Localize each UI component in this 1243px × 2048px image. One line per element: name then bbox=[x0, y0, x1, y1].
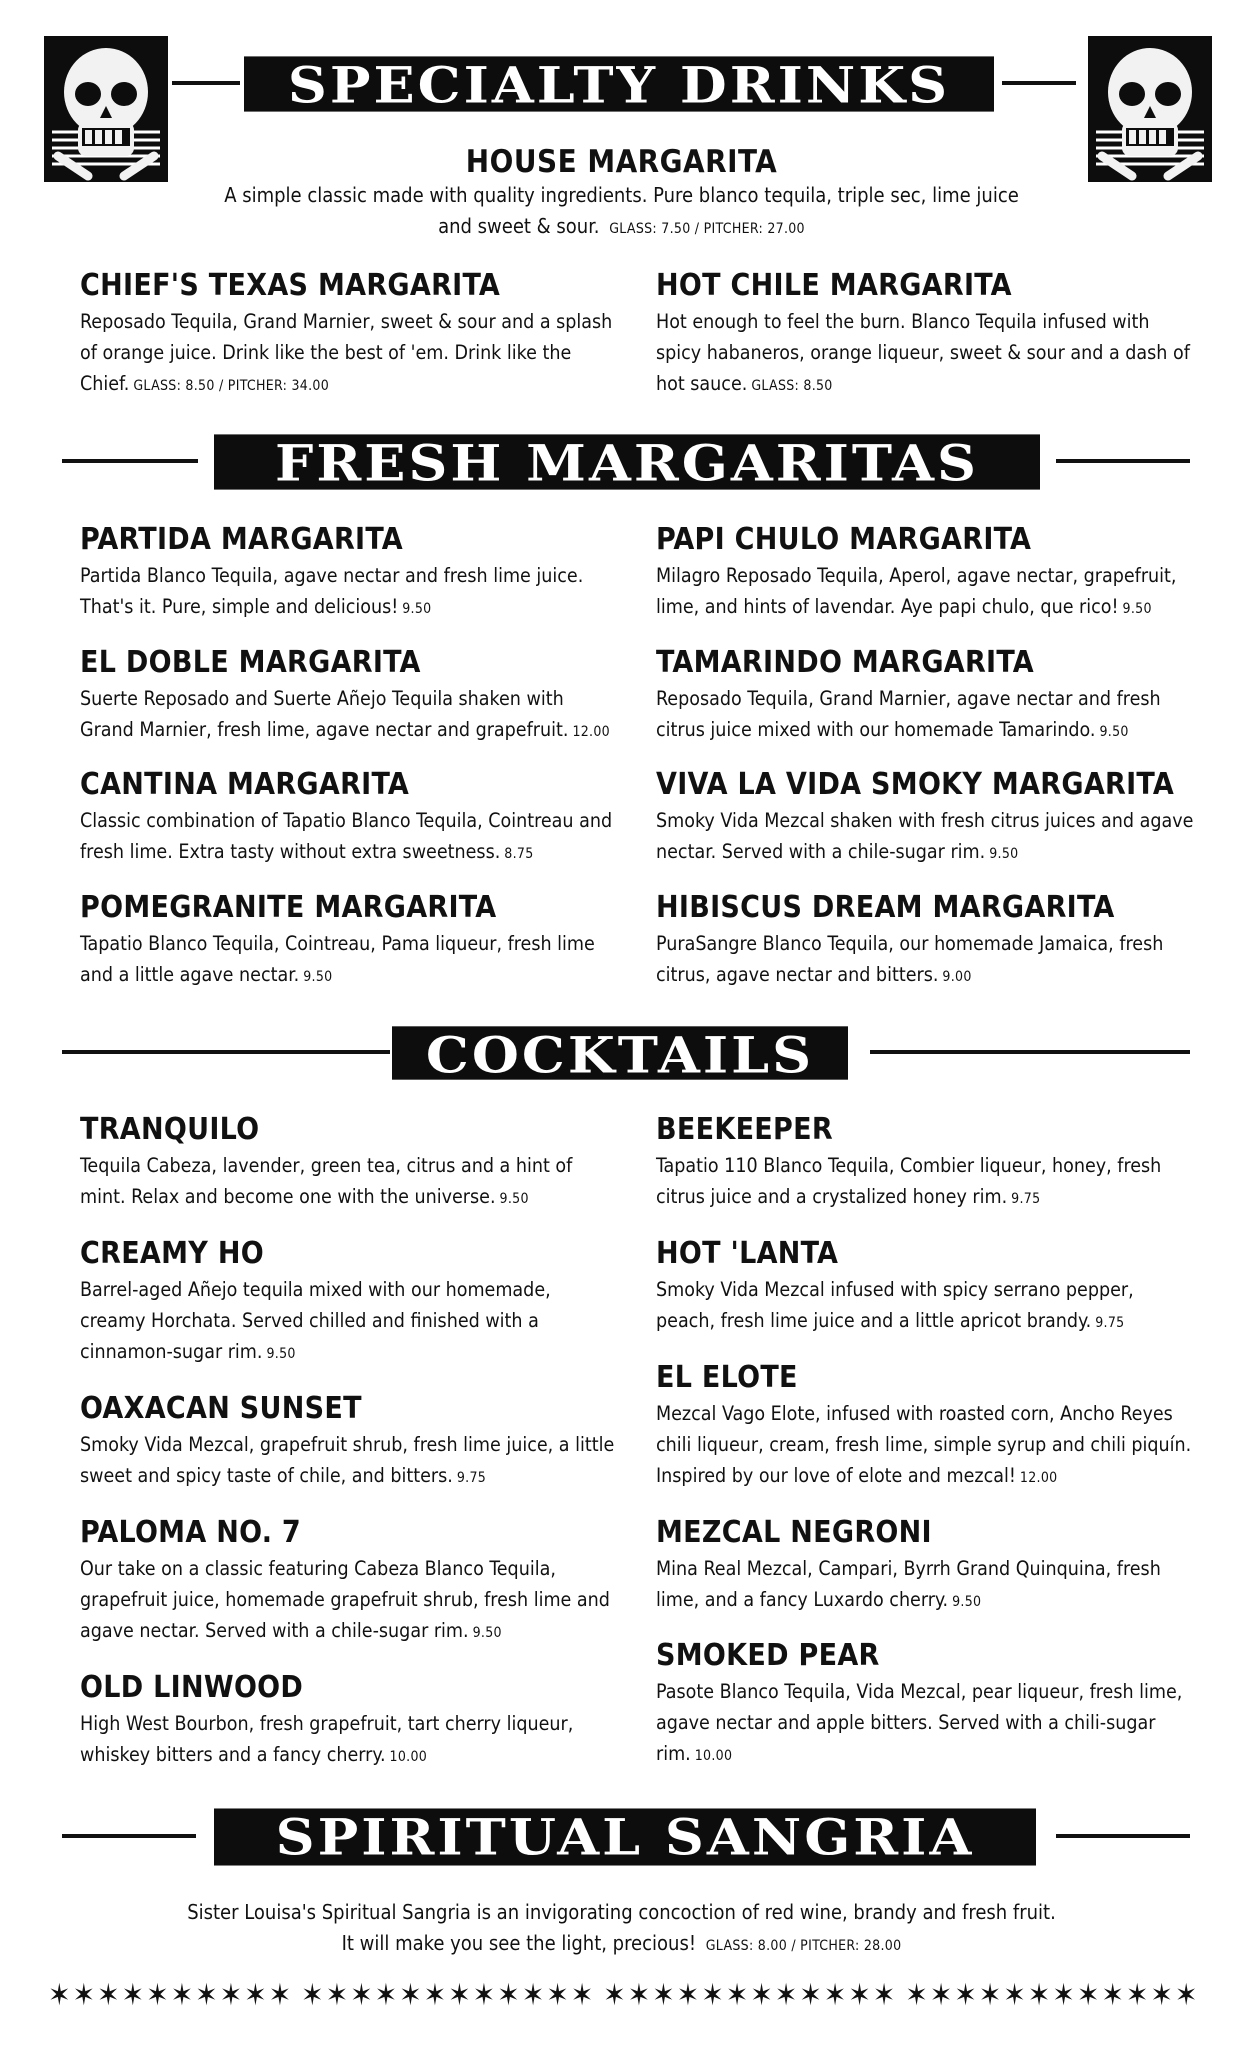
star-icon: ✶ bbox=[774, 1978, 798, 2013]
star-icon: ✶ bbox=[399, 1978, 422, 2013]
item-price: 9.50 bbox=[1122, 601, 1152, 617]
house-margarita-desc-2: and sweet & sour. bbox=[438, 214, 600, 238]
item-price: 9.50 bbox=[499, 1191, 529, 1207]
item-desc-text: Partida Blanco Tequila, agave nectar and fresh lime juice. That's it. Pure, simple and delicious! bbox=[80, 564, 584, 618]
divider-line bbox=[870, 1050, 1190, 1054]
star-icon: ✶ bbox=[1150, 1978, 1173, 2013]
item-price: 10.00 bbox=[389, 1749, 428, 1765]
star-icon: ✶ bbox=[472, 1978, 496, 2013]
menu-item bbox=[656, 268, 1196, 402]
star-icon: ✶ bbox=[521, 1978, 545, 2013]
star-icon: ✶ bbox=[448, 1978, 471, 2013]
item-title: BEEKEEPER bbox=[656, 1112, 833, 1147]
menu-item bbox=[656, 1638, 1196, 1772]
item-price: 10.00 bbox=[694, 1748, 733, 1764]
item-desc bbox=[656, 560, 1196, 625]
menu-item bbox=[656, 1360, 1196, 1494]
item-desc-text: Hot enough to feel the burn. Blanco Tequila infused with spicy habaneros, orange liqueur, sweet & sour and a dash of hot sauce. bbox=[656, 310, 1190, 395]
item-title: VIVA LA VIDA SMOKY MARGARITA bbox=[656, 767, 1175, 802]
item-title: OAXACAN SUNSET bbox=[80, 1391, 362, 1426]
menu-item bbox=[80, 1112, 620, 1215]
star-icon: ✶ bbox=[170, 1978, 194, 2013]
item-title: EL DOBLE MARGARITA bbox=[80, 645, 421, 680]
star-icon: ✶ bbox=[301, 1978, 324, 2013]
divider-line bbox=[62, 459, 198, 463]
star-icon: ✶ bbox=[1174, 1978, 1198, 2013]
item-desc-text: High West Bourbon, fresh grapefruit, tart cherry liqueur, whiskey bitters and a fancy cherry. bbox=[80, 1712, 574, 1766]
star-icon: ✶ bbox=[219, 1978, 243, 2013]
divider-line bbox=[1056, 459, 1190, 463]
star-icon: ✶ bbox=[325, 1978, 349, 2013]
item-desc bbox=[656, 1676, 1196, 1772]
item-title: HIBISCUS DREAM MARGARITA bbox=[656, 890, 1115, 925]
star-icon: ✶ bbox=[121, 1978, 145, 2013]
star-icon: ✶ bbox=[848, 1978, 871, 2013]
item-desc bbox=[656, 805, 1196, 870]
item-price: 9.00 bbox=[942, 969, 972, 985]
menu-item bbox=[80, 645, 620, 748]
star-icon: ✶ bbox=[823, 1978, 847, 2013]
item-desc-text: Tapatio 110 Blanco Tequila, Combier liqueur, honey, fresh citrus juice and a crystalized honey rim. bbox=[656, 1154, 1162, 1208]
item-price: 9.50 bbox=[402, 601, 432, 617]
item-desc-text: Pasote Blanco Tequila, Vida Mezcal, pear liqueur, fresh lime, agave nectar and apple bitters. Served with a chili-sugar rim. bbox=[656, 1680, 1183, 1765]
star-icon: ✶ bbox=[1003, 1978, 1026, 2013]
sangria-desc-2-row bbox=[0, 1928, 1243, 1962]
sangria-desc-2: It will make you see the light, precious! bbox=[341, 1931, 697, 1955]
item-desc-text: Our take on a classic featuring Cabeza Blanco Tequila, grapefruit juice, homemade grapefruit shrub, fresh lime and agave nectar. Served with a chile-sugar rim. bbox=[80, 1557, 610, 1642]
star-icon: ✶ bbox=[1027, 1978, 1051, 2013]
item-desc bbox=[656, 1553, 1196, 1618]
item-desc-text: Mezcal Vago Elote, infused with roasted corn, Ancho Reyes chili liqueur, cream, fresh lime, simple syrup and chili piquín. Inspired by our love of elote and mezcal! bbox=[656, 1402, 1192, 1487]
star-icon: ✶ bbox=[72, 1978, 96, 2013]
star-icon: ✶ bbox=[799, 1978, 822, 2013]
star-icon: ✶ bbox=[570, 1978, 594, 2013]
item-desc bbox=[80, 1553, 620, 1649]
star-icon: ✶ bbox=[750, 1978, 773, 2013]
item-price: 8.75 bbox=[504, 846, 534, 862]
star-icon: ✶ bbox=[48, 1978, 71, 2013]
item-desc bbox=[656, 1398, 1196, 1494]
item-desc-text: Smoky Vida Mezcal infused with spicy serrano pepper, peach, fresh lime juice and a little apricot brandy. bbox=[656, 1278, 1134, 1332]
item-title: CREAMY HO bbox=[80, 1236, 264, 1271]
divider-line bbox=[62, 1834, 196, 1838]
star-icon: ✶ bbox=[423, 1978, 447, 2013]
star-icon: ✶ bbox=[497, 1978, 520, 2013]
item-price: 12.00 bbox=[1019, 1470, 1058, 1486]
menu-item bbox=[656, 522, 1196, 625]
star-icon: ✶ bbox=[1076, 1978, 1100, 2013]
star-icon: ✶ bbox=[701, 1978, 724, 2013]
item-price: 9.75 bbox=[1011, 1191, 1041, 1207]
item-desc-text: Smoky Vida Mezcal shaken with fresh citrus juices and agave nectar. Served with a chile-sugar rim. bbox=[656, 809, 1194, 863]
item-desc bbox=[656, 928, 1196, 993]
menu-item bbox=[80, 767, 620, 870]
menu-item bbox=[656, 767, 1196, 870]
menu-item bbox=[80, 522, 620, 625]
house-margarita-price: GLASS: 7.50 / PITCHER: 27.00 bbox=[609, 221, 805, 237]
menu-item bbox=[656, 890, 1196, 993]
item-desc-text: Milagro Reposado Tequila, Aperol, agave nectar, grapefruit, lime, and hints of lavendar. Aye papi chulo, que rico! bbox=[656, 564, 1177, 618]
section-title-specialty: SPECIALTY DRINKS bbox=[244, 56, 994, 111]
star-icon: ✶ bbox=[146, 1978, 169, 2013]
item-price: 9.50 bbox=[952, 1594, 982, 1610]
star-spacer bbox=[897, 1978, 903, 2013]
menu-item bbox=[80, 1515, 620, 1649]
menu-item bbox=[656, 1112, 1196, 1215]
item-title: PALOMA NO. 7 bbox=[80, 1515, 302, 1550]
divider-line bbox=[172, 81, 240, 85]
item-title: CHIEF'S TEXAS MARGARITA bbox=[80, 268, 501, 303]
item-desc-text: Barrel-aged Añejo tequila mixed with our homemade, creamy Horchata. Served chilled and finished with a cinnamon-sugar rim. bbox=[80, 1278, 551, 1363]
item-desc bbox=[656, 306, 1196, 402]
item-desc bbox=[80, 1708, 620, 1773]
item-price: GLASS: 8.50 / PITCHER: 34.00 bbox=[133, 378, 330, 394]
item-title: MEZCAL NEGRONI bbox=[656, 1515, 932, 1550]
star-icon: ✶ bbox=[195, 1978, 218, 2013]
item-desc-text: Smoky Vida Mezcal, grapefruit shrub, fresh lime juice, a little sweet and spicy taste of chile, and bitters. bbox=[80, 1433, 615, 1487]
star-icon: ✶ bbox=[374, 1978, 398, 2013]
section-title-sangria: SPIRITUAL SANGRIA bbox=[214, 1808, 1036, 1865]
item-desc bbox=[80, 560, 620, 625]
star-icon: ✶ bbox=[244, 1978, 267, 2013]
item-desc-text: Suerte Reposado and Suerte Añejo Tequila shaken with Grand Marnier, fresh lime, agave nectar and grapefruit. bbox=[80, 687, 569, 741]
item-desc bbox=[80, 1150, 620, 1215]
item-price: 12.00 bbox=[572, 724, 610, 740]
star-icon: ✶ bbox=[954, 1978, 977, 2013]
item-title: HOT CHILE MARGARITA bbox=[656, 268, 1012, 303]
item-desc-text: Reposado Tequila, Grand Marnier, agave nectar and fresh citrus juice mixed with our homemade Tamarindo. bbox=[656, 687, 1161, 741]
star-divider bbox=[48, 1978, 1198, 2013]
house-margarita-desc-2-row bbox=[0, 211, 1243, 245]
item-title: PARTIDA MARGARITA bbox=[80, 522, 403, 557]
item-price: 9.50 bbox=[472, 1625, 502, 1641]
star-icon: ✶ bbox=[676, 1978, 700, 2013]
star-spacer bbox=[595, 1978, 601, 2013]
item-title: PAPI CHULO MARGARITA bbox=[656, 522, 1032, 557]
star-icon: ✶ bbox=[627, 1978, 651, 2013]
star-icon: ✶ bbox=[603, 1978, 626, 2013]
item-price: GLASS: 8.50 bbox=[751, 378, 833, 394]
star-icon: ✶ bbox=[978, 1978, 1002, 2013]
item-desc bbox=[80, 1429, 620, 1494]
item-desc-text: Tequila Cabeza, lavender, green tea, citrus and a hint of mint. Relax and become one with the universe. bbox=[80, 1154, 573, 1208]
item-title: HOT 'LANTA bbox=[656, 1236, 839, 1271]
star-icon: ✶ bbox=[1052, 1978, 1075, 2013]
star-icon: ✶ bbox=[725, 1978, 749, 2013]
item-price: 9.75 bbox=[1095, 1315, 1125, 1331]
item-desc-text: PuraSangre Blanco Tequila, our homemade Jamaica, fresh citrus, agave nectar and bitters. bbox=[656, 932, 1164, 986]
item-desc bbox=[656, 683, 1196, 748]
star-icon: ✶ bbox=[929, 1978, 953, 2013]
item-desc bbox=[80, 306, 620, 402]
item-title: TRANQUILO bbox=[80, 1112, 260, 1147]
section-title-fresh: FRESH MARGARITAS bbox=[214, 434, 1040, 489]
item-price: 9.50 bbox=[989, 846, 1019, 862]
house-margarita-desc-1: A simple classic made with quality ingredients. Pure blanco tequila, triple sec, lime juice bbox=[224, 183, 1019, 207]
menu-item bbox=[80, 1391, 620, 1494]
item-price: 9.75 bbox=[456, 1470, 487, 1486]
menu-item bbox=[656, 1515, 1196, 1618]
item-price: 9.50 bbox=[1099, 724, 1129, 740]
item-desc bbox=[80, 928, 620, 993]
star-icon: ✶ bbox=[97, 1978, 120, 2013]
star-icon: ✶ bbox=[350, 1978, 373, 2013]
star-icon: ✶ bbox=[268, 1978, 292, 2013]
item-desc-text: Reposado Tequila, Grand Marnier, sweet & sour and a splash of orange juice. Drink like the best of 'em. Drink like the Chief. bbox=[80, 310, 613, 395]
star-icon: ✶ bbox=[1125, 1978, 1149, 2013]
divider-line bbox=[1002, 81, 1076, 85]
item-desc bbox=[656, 1150, 1196, 1215]
star-icon: ✶ bbox=[546, 1978, 569, 2013]
item-price: 9.50 bbox=[303, 969, 333, 985]
menu-item bbox=[80, 268, 620, 402]
item-title: OLD LINWOOD bbox=[80, 1670, 304, 1705]
item-desc bbox=[80, 1274, 620, 1370]
star-icon: ✶ bbox=[872, 1978, 896, 2013]
item-title: EL ELOTE bbox=[656, 1360, 798, 1395]
item-title: CANTINA MARGARITA bbox=[80, 767, 410, 802]
item-price: 9.50 bbox=[266, 1346, 296, 1362]
item-desc bbox=[80, 683, 620, 748]
star-icon: ✶ bbox=[905, 1978, 928, 2013]
menu-item bbox=[80, 890, 620, 993]
star-icon: ✶ bbox=[652, 1978, 675, 2013]
menu-item bbox=[656, 1236, 1196, 1339]
menu-item bbox=[80, 1236, 620, 1370]
house-margarita-title: HOUSE MARGARITA bbox=[465, 144, 778, 180]
item-desc bbox=[656, 1274, 1196, 1339]
sangria-price: GLASS: 8.00 / PITCHER: 28.00 bbox=[705, 1938, 902, 1954]
section-title-cocktails: COCKTAILS bbox=[392, 1026, 848, 1079]
menu-item bbox=[80, 1670, 620, 1773]
item-title: POMEGRANITE MARGARITA bbox=[80, 890, 497, 925]
menu-item bbox=[656, 645, 1196, 748]
item-desc-text: Classic combination of Tapatio Blanco Tequila, Cointreau and fresh lime. Extra tasty without extra sweetness. bbox=[80, 809, 613, 863]
divider-line bbox=[1056, 1834, 1190, 1838]
star-icon: ✶ bbox=[1101, 1978, 1124, 2013]
item-desc-text: Mina Real Mezcal, Campari, Byrrh Grand Quinquina, fresh lime, and a fancy Luxardo cherry. bbox=[656, 1557, 1161, 1611]
sangria-desc-1: Sister Louisa's Spiritual Sangria is an invigorating concoction of red wine, brandy and fresh fruit. bbox=[187, 1900, 1056, 1924]
item-desc-text: Tapatio Blanco Tequila, Cointreau, Pama liqueur, fresh lime and a little agave nectar. bbox=[80, 932, 595, 986]
divider-line bbox=[62, 1050, 390, 1054]
star-spacer bbox=[293, 1978, 299, 2013]
item-title: SMOKED PEAR bbox=[656, 1638, 880, 1673]
item-title: TAMARINDO MARGARITA bbox=[656, 645, 1034, 680]
item-desc bbox=[80, 805, 620, 870]
